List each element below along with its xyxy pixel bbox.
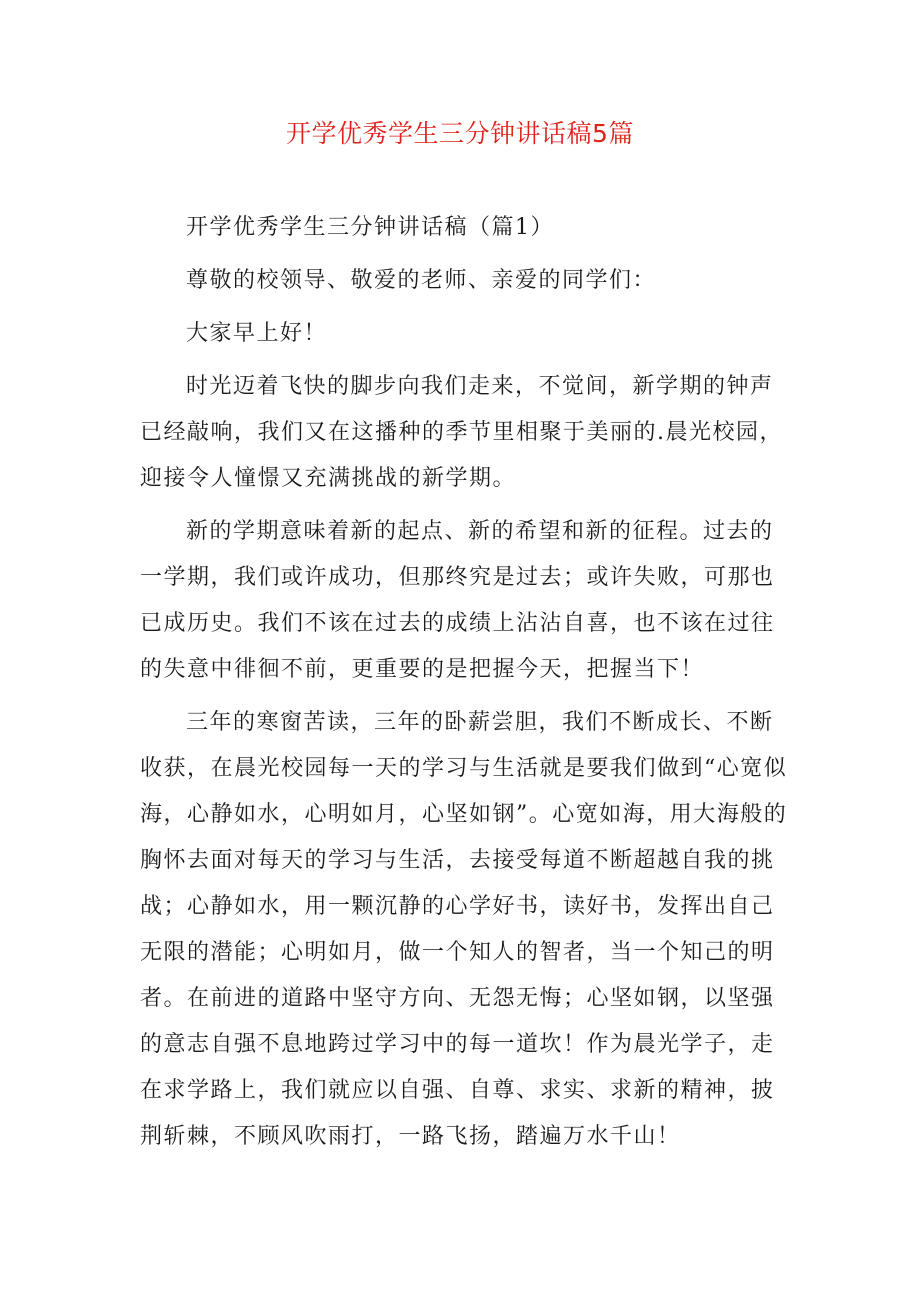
body-paragraph: 新的学期意味着新的起点、新的希望和新的征程。过去的一学期，我们或许成功，但那终究是过去；或许失败，可那也已成历史。我们不该在过去的成绩上沾沾自喜，也不该在过往的失意中徘徊不前，更重要的是把握今天，把握当下！ bbox=[140, 519, 775, 682]
salutation: 尊敬的校领导、敬爱的老师、亲爱的同学们： bbox=[186, 268, 657, 293]
greeting: 大家早上好！ bbox=[186, 321, 328, 346]
body-paragraph: 三年的寒窗苦读，三年的卧薪尝胆，我们不断成长、不断收获，在晨光校园每一天的学习与生活就是要我们做到“心宽似海，心静如水，心明如月，心坚如钢”。心宽如海，用大海般的胸怀去面对每天的学习与生活，去接受每道不断超越自我的挑战；心静如水，用一颗沉静的心学好书，读好书，发挥出自己无限的潜能；心明如月，做一个知人的智者，当一个知己的明者。在前进的道路中坚守方向、无怨无悔；心坚如钢，以坚强的意志自强不息地跨过学习中的每一道坎！作为晨光学子，走在求学路上，我们就应以自强、自尊、求实、求新的精神，披荆斩棘，不顾风吹雨打，一路飞扬，踏遍万水千山！ bbox=[140, 710, 788, 1149]
document-title: 开学优秀学生三分钟讲话稿5篇 bbox=[286, 119, 634, 148]
body-paragraph: 时光迈着飞快的脚步向我们走来，不觉间，新学期的钟声已经敲响，我们又在这播种的季节里相聚于美丽的.晨光校园，迎接令人憧憬又充满挑战的新学期。 bbox=[140, 374, 783, 491]
document-body bbox=[140, 205, 788, 1167]
section-heading: 开学优秀学生三分钟讲话稿（篇1） bbox=[186, 215, 554, 240]
